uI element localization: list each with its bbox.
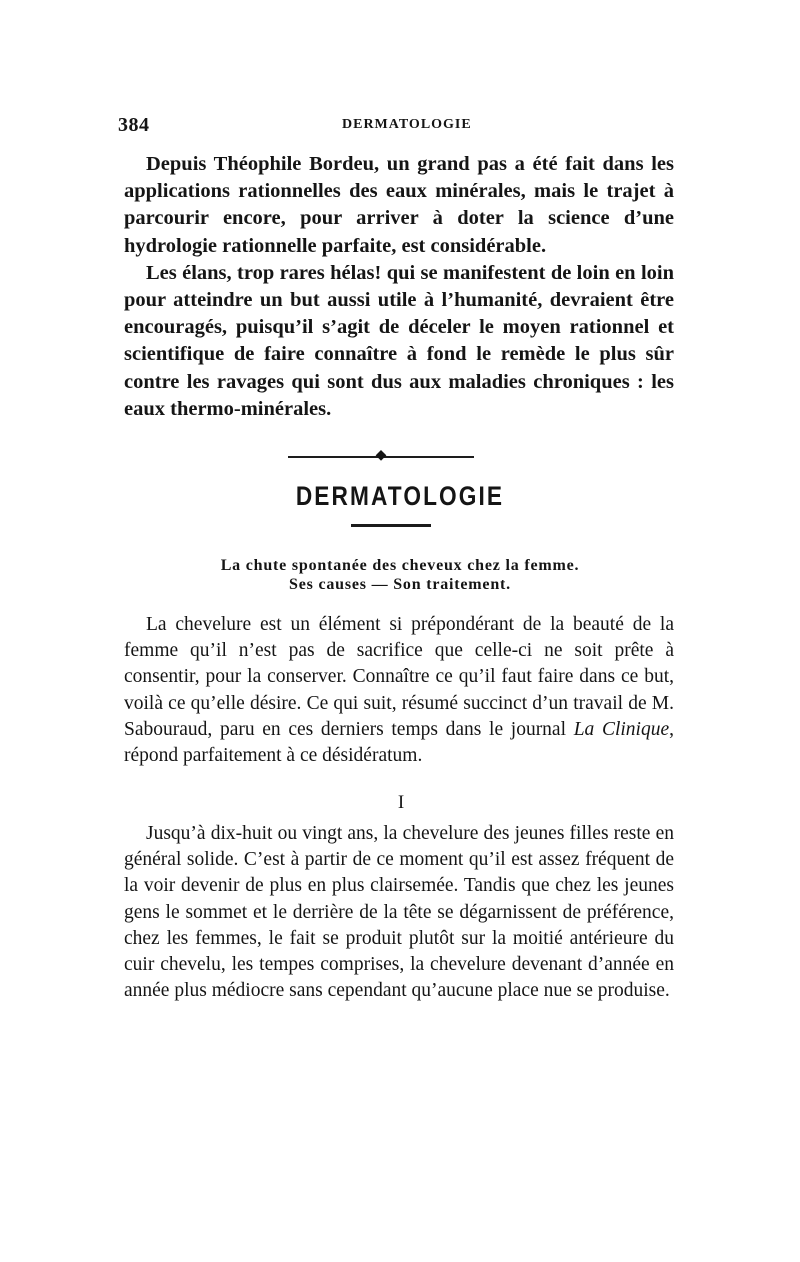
paragraph-text: La chevelure est un élément si prépondérant de la beauté de la femme qu’il n’est pas de sacrifice que celle-ci ne soit prête à consentir, pour la conserver. Connaître ce qu’il faut faire dans ce but, voilà ce qu’elle désire. Ce qui suit, résumé succinct d’un travail de M. Sabouraud, paru en ces derniers temps dans le journal — [124, 614, 674, 740]
journal-title: La Clinique — [573, 718, 670, 740]
section-subtitle-line-1: La chute spontanée des cheveux chez la femme. — [220, 557, 580, 574]
article-paragraph: Jusqu’à dix-huit ou vingt ans, la chevelure des jeunes filles reste en général solide. C’est à partir de ce moment qu’il est assez fréquent de la voir devenir de plus en plus clairsemée. Tandis que chez les jeunes gens le sommet et le derrière de la tête se dégarnissent de préférence, chez les femmes, le fait se produit plutôt sur la moitié antérieure du cuir chevelu, les tempes comprises, la chevelure devenant d’année en année plus médiocre sans cependant qu’aucune place nue se produise. — [124, 823, 674, 1002]
intro-paragraph: Les élans, trop rares hélas! qui se manifestent de loin en loin pour atteindre un but aussi utile à l’humanité, devraient être encouragés, puisqu’il s’agit de déceler le moyen rationnel et scientifique de faire connaître à fond le remède le plus sûr contre les ravages qui sont dus aux maladies chroniques : les eaux thermo-minérales. — [124, 261, 674, 420]
section-subtitle-line-2: Ses causes — Son traitement. — [289, 576, 511, 593]
intro-paragraph: Depuis Théophile Bordeu, un grand pas a été fait dans les applications rationnelles des eaux minérales, mais le trajet à parcourir encore, pour arriver à doter la science d’une hydrologie rationnelle parfaite, est considérable. — [124, 153, 674, 257]
article-body-part-1 — [124, 821, 674, 1004]
article-paragraph — [124, 612, 674, 769]
running-head — [118, 114, 678, 138]
section-divider-ornament: ◆ — [375, 448, 387, 463]
paragraph-text: , répond parfaitement à ce désidératum. — [124, 718, 674, 767]
page-number: 384 — [118, 114, 150, 136]
section-title-underline — [351, 524, 431, 527]
intro-text — [124, 151, 674, 423]
part-number: I — [397, 792, 405, 813]
article-body — [124, 612, 674, 769]
running-title: DERMATOLOGIE — [342, 117, 472, 132]
section-title: DERMATOLOGIE — [295, 481, 505, 511]
